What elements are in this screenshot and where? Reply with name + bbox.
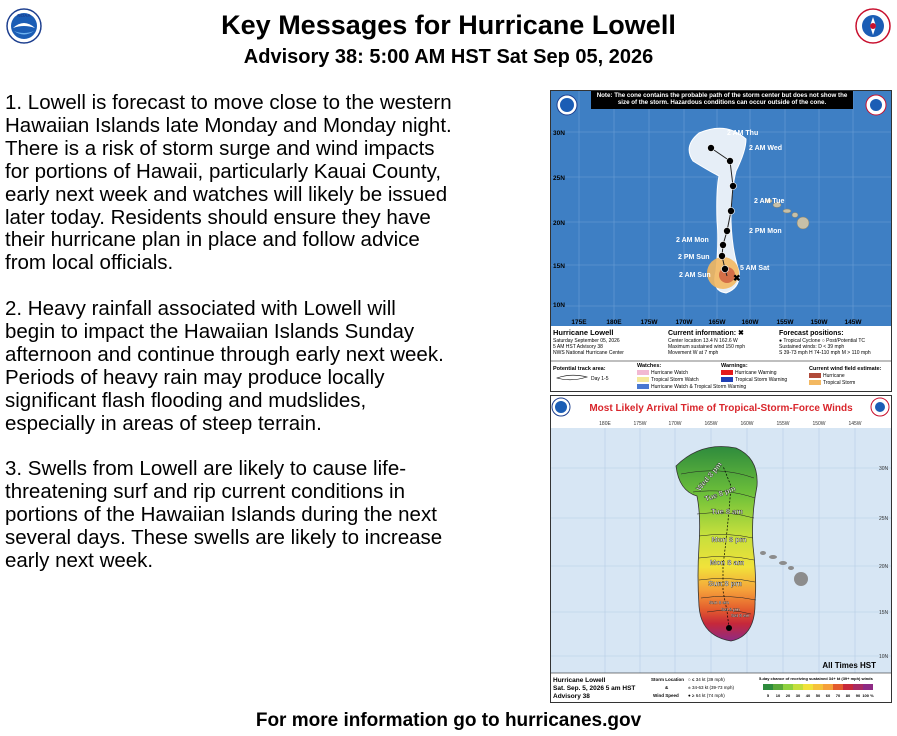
footer-link-text: For more information go to hurricanes.gov [255, 710, 642, 731]
tsw-and: & [665, 685, 669, 690]
chance-swatch [863, 684, 873, 690]
tsw-label-mon-8pm: Mon 8 pm [711, 535, 747, 544]
cone-lat-15n: 15N [553, 263, 565, 270]
forecast-cone-map [550, 90, 892, 392]
chance-swatch [843, 684, 853, 690]
cone-lon-145w: 145W [844, 319, 862, 326]
chance-swatch [793, 684, 803, 690]
cone-forecast-line-1: ● Tropical Cyclone ○ Post/Potential TC [779, 338, 865, 344]
label-2am-sun: 2 AM Sun [679, 272, 711, 279]
cone-forecast-line-2: Sustained winds: D < 39 mph [779, 344, 845, 350]
cone-lat-20n: 20N [553, 220, 565, 227]
cone-lon-160w: 160W [741, 319, 759, 326]
cone-lon-165w: 165W [708, 319, 726, 326]
label-2am-mon: 2 AM Mon [676, 237, 709, 244]
tsw-chance-title: 5-day chance of receiving sustained 34+ kt (39+ mph) winds [759, 676, 873, 681]
chance-swatch [763, 684, 773, 690]
svg-text:✖: ✖ [733, 273, 741, 283]
chance-swatch [853, 684, 863, 690]
cone-lon-170w: 170W [675, 319, 693, 326]
cone-watch-ts: Tropical Storm Watch [651, 377, 699, 383]
cone-wind-field-title: Current wind field estimate: [809, 366, 882, 372]
tsw-all-times: All Times HST [822, 661, 876, 670]
chance-tick-label: 30 [795, 693, 801, 698]
cone-lon-150w: 150W [810, 319, 828, 326]
tsw-storm-advisory: Advisory 38 [553, 693, 590, 700]
tsw-lon-155w: 155W [776, 421, 790, 427]
advisory-subtitle: Advisory 38: 5:00 AM HST Sat Sep 05, 2026 [243, 46, 654, 68]
svg-text:NOAA: NOAA [17, 13, 31, 18]
tsw-lon-170w: 170W [668, 421, 682, 427]
tsw-label-tue-8am: Tue 8 am [711, 507, 743, 516]
tsw-label-tue-8pm: Tue 8 pm [703, 483, 737, 504]
cone-track-area-item: Day 1-5 [591, 376, 609, 382]
chance-tick-label: 60 [825, 693, 831, 698]
cone-note: Note: The cone contains the probable path of the storm center but does not show the size of the storm. Hazardous conditions can occur outside of the cone. [596, 92, 848, 107]
tsw-label-sun-8pm: Sun 8 pm [708, 579, 742, 588]
cone-storm-center: NWS National Hurricane Center [553, 350, 624, 356]
chance-swatch [833, 684, 843, 690]
tsw-wind-speed: Wind Speed [653, 693, 679, 698]
chance-tick-label: 70 [835, 693, 841, 698]
tsw-lat-20n: 20N [879, 564, 889, 570]
cone-lon-175w: 175W [640, 319, 658, 326]
cone-current-title: Current information: ✖ [668, 330, 744, 337]
tsw-wind-line-2: ๏ 34-63 kt (39-73 mph) [688, 685, 735, 690]
cone-lat-30n: 30N [553, 130, 565, 137]
key-messages [5, 92, 545, 596]
tsw-storm-name: Hurricane Lowell [553, 677, 606, 684]
label-2am-thu: 2 AM Thu [727, 130, 759, 137]
cone-warnings-title: Warnings: [721, 363, 748, 369]
tsw-lon-180e: 180E [599, 421, 611, 427]
cone-wind-hurricane: Hurricane [823, 373, 845, 379]
tsw-label-sun-8am: Sun 8 am [709, 600, 730, 605]
chance-tick-label: 10 [775, 693, 781, 698]
tsw-storm-date: Sat. Sep. 5, 2026 5 am HST [553, 685, 636, 692]
tsw-lon-175w: 175W [633, 421, 647, 427]
cone-current-line-1: Center location 13.4 N 162.6 W [668, 338, 738, 344]
cone-storm-date: Saturday September 05, 2026 [553, 338, 620, 344]
tsw-lat-25n: 25N [879, 516, 889, 522]
chance-tick-label: 100 % [862, 693, 874, 698]
tsw-lon-145w: 145W [848, 421, 862, 427]
tsw-label-sat-8am: Sat 8 am [731, 613, 750, 618]
cone-watches-title: Watches: [637, 363, 662, 369]
cone-wind-ts: Tropical Storm [823, 380, 856, 386]
cone-current-line-2: Maximum sustained wind 150 mph [668, 344, 745, 350]
cone-lon-180e: 180E [606, 319, 622, 326]
label-2pm-mon: 2 PM Mon [749, 228, 782, 235]
key-message-3: 3. Swells from Lowell are likely to cause life- threatening surf and rip current conditions in portions of the Hawaiian Islands during the next several days. These swells are likely to increase early next week. [5, 457, 443, 573]
cone-lon-155w: 155W [776, 319, 794, 326]
label-5am-sat: 5 AM Sat [740, 265, 770, 272]
chance-swatch [783, 684, 793, 690]
cone-warning-ts: Tropical Storm Warning [735, 377, 788, 383]
chance-tick-label: 5 [766, 693, 770, 698]
arrival-time-map [550, 395, 892, 703]
tsw-title: Most Likely Arrival Time of Tropical-Storm-Force Winds [589, 403, 853, 414]
key-message-2: 2. Heavy rainfall associated with Lowell will begin to impact the Hawaiian Islands Sunday afternoon and continue through early next week. Periods of heavy rain may produce locally significant flash flooding and mudslides, especially in areas of steep terrain. [5, 297, 444, 435]
cone-forecast-line-3: S 39-73 mph H 74-110 mph M > 110 mph [779, 350, 871, 356]
cone-track-area-title: Potential track area: [553, 366, 606, 372]
chance-tick-label: 40 [805, 693, 811, 698]
label-2am-tue: 2 AM Tue [754, 198, 785, 205]
chance-tick-label: 80 [845, 693, 851, 698]
tsw-chance-colorbar [763, 684, 873, 690]
cone-current-line-3: Movement W at 7 mph [668, 350, 719, 356]
chance-swatch [813, 684, 823, 690]
cone-combo: Hurricane Watch & Tropical Storm Warning [651, 384, 747, 390]
cone-warning-hurricane: Hurricane Warning [735, 370, 777, 376]
tsw-label-sat-8pm: Sat 8 pm [721, 607, 740, 612]
chance-swatch [803, 684, 813, 690]
chance-tick-label: 50 [815, 693, 821, 698]
cone-forecast-title: Forecast positions: [779, 330, 844, 337]
tsw-wind-line-3: ● ≥ 64 kt (74 mph) [688, 693, 725, 698]
page-title: Key Messages for Hurricane Lowell [221, 10, 676, 40]
key-message-1: 1. Lowell is forecast to move close to the western Hawaiian Islands late Monday and Monday night. There is a risk of storm surge and wind impacts for portions of Hawaii, particularly Kauai County, early next week and watches will likely be issued later today. Residents should ensure they have their hurricane plan in place and follow advice from local officials. [5, 91, 452, 275]
cone-watch-hurricane: Hurricane Watch [651, 370, 689, 376]
cone-lat-10n: 10N [553, 302, 565, 309]
chance-swatch [773, 684, 783, 690]
cone-storm-name: Hurricane Lowell [553, 328, 614, 337]
cone-lat-25n: 25N [553, 175, 565, 182]
tsw-lat-30n: 30N [879, 466, 889, 472]
label-2pm-sun: 2 PM Sun [678, 254, 710, 261]
label-2am-wed: 2 AM Wed [749, 145, 783, 152]
tsw-wind-line-1: ○ ≤ 34 kt (39 mph) [688, 677, 725, 682]
tsw-label-wed-8pm: Wed 8 pm [694, 459, 724, 493]
tsw-lat-10n: 10N [879, 654, 889, 660]
tsw-lon-150w: 150W [812, 421, 826, 427]
tsw-lon-165w: 165W [704, 421, 718, 427]
tsw-storm-location: Storm Location [651, 677, 685, 682]
cone-storm-advisory: 5 AM HST Advisory 38 [553, 344, 603, 350]
tsw-lat-15n: 15N [879, 610, 889, 616]
tsw-lon-160w: 160W [740, 421, 754, 427]
chance-tick-label: 20 [785, 693, 791, 698]
chance-tick-label: 90 [855, 693, 861, 698]
chance-swatch [823, 684, 833, 690]
cone-lon-175e: 175E [571, 319, 587, 326]
tsw-label-mon-8am: Mon 8 am [709, 558, 745, 567]
